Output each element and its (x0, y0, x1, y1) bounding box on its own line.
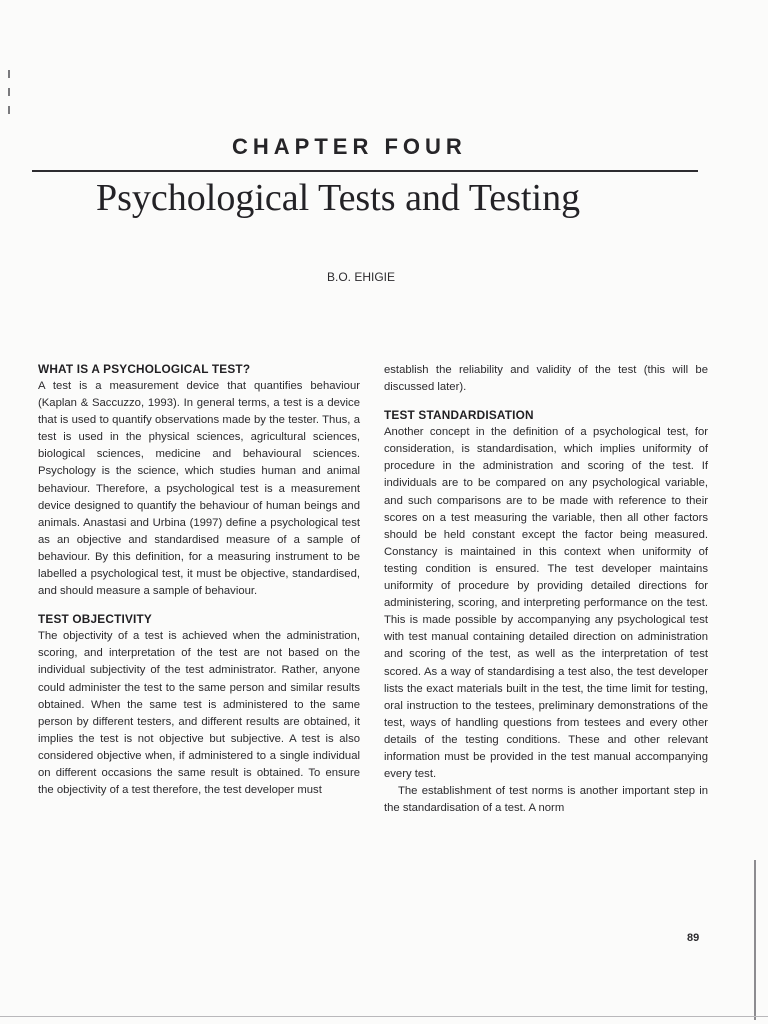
body-paragraph: The establishment of test norms is another important step in the standardisation of a test. A norm (384, 785, 708, 815)
margin-mark (8, 70, 10, 78)
body-paragraph: Another concept in the definition of a psychological test, for consideration, is standardisation, which implies uniformity of procedure in the administration and scoring of the test. If individuals are to be compared on any psychological variable, and such comparisons are to be made with reference to their scores on a test measuring the variable, then all other factors should be held constant except the factor being measured. Constancy is maintained in this context when uniformity of testing condition is ensured. The test developer maintains uniformity of procedure by providing detailed directions for administering, scoring, and interpreting performance on the test. This is made possible by accompanying any psychological test with test manual containing detailed direction on administration and scoring of the test, as well as the interpretation of test scored. As a way of standardising a test also, the test developer lists the exact materials built in the test, the time limit for testing, oral instruction to the testees, preliminary demonstrations of the test, ways of handling questions from testees and every other details of the testing conditions. These and other relevant information must be provided in the test manual accompanying every test. (384, 426, 708, 781)
margin-mark (8, 106, 10, 114)
chapter-title: Psychological Tests and Testing (96, 177, 581, 219)
body-paragraph: establish the reliability and validity of the test (this will be discussed later). (384, 364, 708, 394)
author-name: B.O. EHIGIE (327, 270, 396, 284)
page-bottom-line (0, 1016, 768, 1017)
section-heading: TEST OBJECTIVITY (38, 612, 152, 627)
margin-mark (8, 88, 10, 96)
body-paragraph: A test is a measurement device that quantifies behaviour (Kaplan & Saccuzzo, 1993). In general terms, a test is a device that is used to quantify observations made by the tester. Thus, a test is used in the physical sciences, agricultural sciences, biological sciences, medicine and behavioural sciences. Psychology is the science, which studies human and animal behaviour. Therefore, a psychological test is a measurement device designed to quantify the behaviour of human beings and animals. Anastasi and Urbina (1997) define a psychological test as an objective and standardised measure of a sample of behaviour. By this definition, for a measuring instrument to be labelled a psychological test, it must be objective, standardised, and should measure a sample of behaviour. (38, 380, 360, 598)
right-column (384, 362, 708, 817)
left-column (38, 360, 360, 799)
chapter-label: CHAPTER FOUR (232, 134, 467, 159)
body-paragraph: The objectivity of a test is achieved when the administration, scoring, and interpretation of the test are not based on the individual subjectivity of the test administrator. Rather, anyone could administer the test to the same person and similar results obtained. When the same test is administered to the same person by different testers, and different results are obtained, it implies the test is not objective but subjective. A test is also considered objective when, if administered to a single individual on different occasions the same result is obtained. To ensure the objectivity of a test therefore, the test developer must (38, 630, 360, 797)
section-heading: WHAT IS A PSYCHOLOGICAL TEST? (38, 362, 251, 376)
page-number: 89 (687, 932, 700, 944)
page-edge-line (754, 860, 756, 1020)
chapter-rule (32, 170, 698, 172)
section-heading: TEST STANDARDISATION (384, 408, 534, 423)
